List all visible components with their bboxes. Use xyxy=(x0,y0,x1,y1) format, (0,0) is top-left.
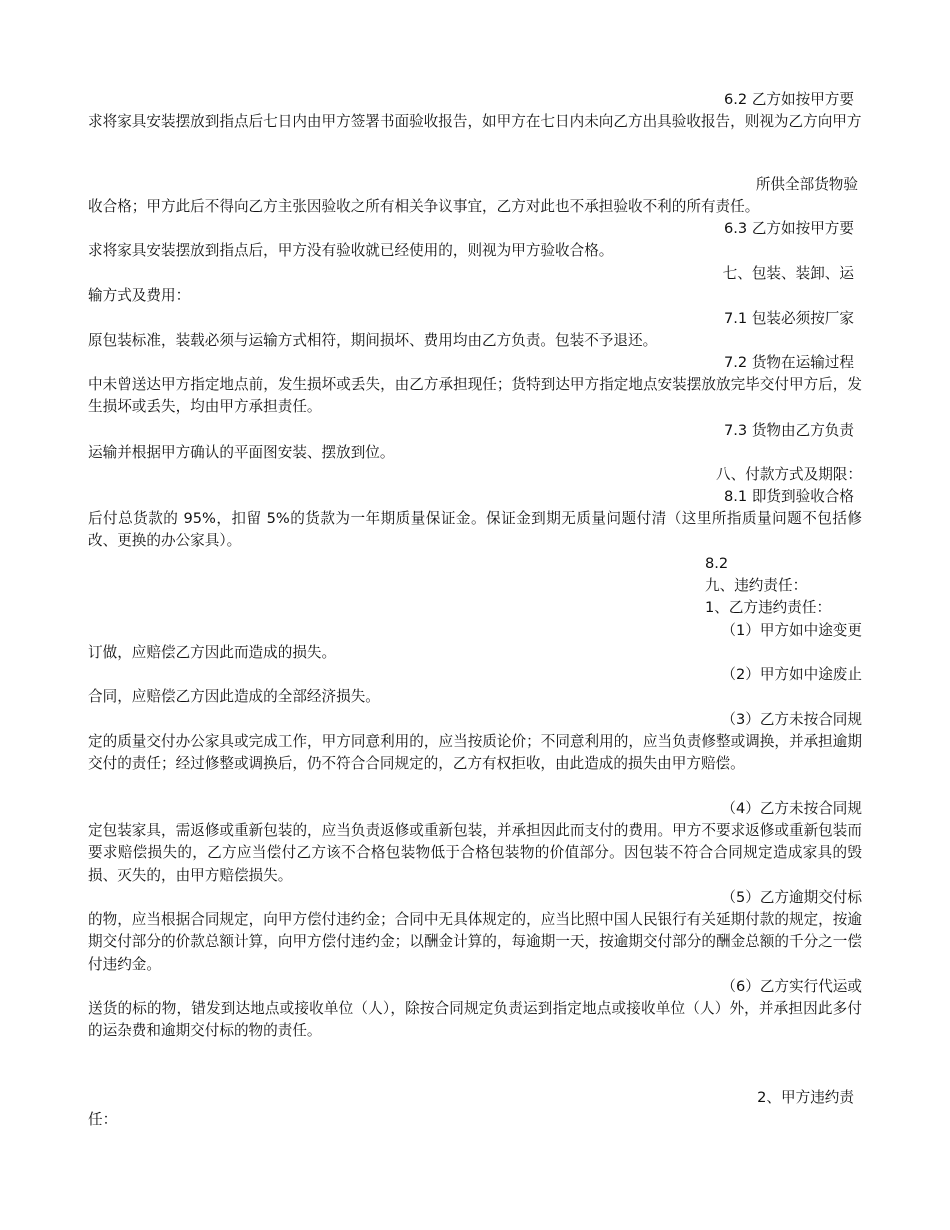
subsection-1-heading: 1、乙方违约责任： xyxy=(705,599,832,616)
paragraph-lead: 八、付款方式及期限： xyxy=(716,466,862,483)
section-7-heading xyxy=(88,263,862,307)
paragraph-body: 求将家具安装摆放到指点后，甲方没有验收就已经使用的，则视为甲方验收合格。 xyxy=(88,242,614,259)
clause-4 xyxy=(88,798,862,887)
clause-6 xyxy=(88,976,862,1043)
subsection-2-heading xyxy=(88,1087,862,1131)
paragraph-lead: 2、甲方违约责 xyxy=(757,1089,854,1106)
paragraph-body: 原包装标准，装载必须与运输方式相符，期间损坏、费用均由乙方负责。包装不予退还。 xyxy=(88,332,658,349)
paragraph-lead: 7.2 货物在运输过程 xyxy=(723,354,854,371)
paragraph-body: 求将家具安装摆放到指点后七日内由甲方签署书面验收报告，如甲方在七日内未向乙方出具验收报告，则视为乙方向甲方 xyxy=(88,113,862,130)
paragraph-lead: （2）甲方如中途废止 xyxy=(721,666,862,683)
paragraph-body: 运输并根据甲方确认的平面图安装、摆放到位。 xyxy=(88,444,395,461)
paragraph-body: 定的质量交付办公家具或完成工作，甲方同意利用的，应当按质论价；不同意利用的，应当负责修整或调换，并承担逾期交付的责任；经过修整或调换后，仍不符合合同规定的，乙方有权拒收，由此造成的损失由甲方赔偿。 xyxy=(88,733,862,773)
paragraph-8-1 xyxy=(88,486,862,553)
paragraph-lead: （3）乙方未按合同规 xyxy=(721,711,862,728)
paragraph-6-2 xyxy=(88,89,862,133)
paragraph-body: 的物，应当根据合同规定，向甲方偿付违约金；合同中无具体规定的，应当比照中国人民银行有关延期付款的规定，按逾期交付部分的价款总额计算，向甲方偿付违约金；以酬金计算的，每逾期一天，按逾期交付部分的酬金总额的千分之一偿付违约金。 xyxy=(88,911,862,973)
paragraph-body: 任： xyxy=(88,1111,118,1128)
paragraph-body: 输方式及费用： xyxy=(88,287,191,304)
clause-1 xyxy=(88,620,862,664)
paragraph-body: 后付总货款的 95%，扣留 5%的货款为一年期质量保证金。保证金到期无质量问题付清（这里所指质量问题不包括修改、更换的办公家具）。 xyxy=(88,510,862,550)
paragraph-lead: 8.1 即货到验收合格 xyxy=(723,488,854,505)
paragraph-8-2: 8.2 xyxy=(705,555,729,572)
paragraph-lead: 6.3 乙方如按甲方要 xyxy=(723,220,854,237)
paragraph-6-2-continued xyxy=(88,174,862,218)
paragraph-7-3 xyxy=(88,420,862,464)
paragraph-body: 定包装家具，需返修或重新包装的，应当负责返修或重新包装，并承担因此而支付的费用。甲方不要求返修或重新包装而要求赔偿损失的，乙方应当偿付乙方该不合格包装物低于合格包装物的价值部分。因包装不符合合同规定造成家具的毁损、灭失的，由甲方赔偿损失。 xyxy=(88,822,862,884)
paragraph-lead: （4）乙方未按合同规 xyxy=(721,800,862,817)
clause-5 xyxy=(88,887,862,976)
paragraph-7-1 xyxy=(88,308,862,352)
paragraph-body: 合同，应赔偿乙方因此造成的全部经济损失。 xyxy=(88,688,380,705)
section-9-heading: 九、违约责任： xyxy=(705,577,808,594)
paragraph-body: 中未曾送达甲方指定地点前，发生损坏或丢失，由乙方承担现任；货特到达甲方指定地点安装摆放放完毕交付甲方后，发生损坏或丢失，均由甲方承担责任。 xyxy=(88,376,862,416)
clause-3 xyxy=(88,709,862,776)
paragraph-lead: （1）甲方如中途变更 xyxy=(721,622,862,639)
paragraph-lead: （5）乙方逾期交付标 xyxy=(721,889,862,906)
paragraph-body: 送货的标的物，错发到达地点或接收单位（人），除按合同规定负责运到指定地点或接收单位（人）外，并承担因此多付的运杂费和逾期交付标的物的责任。 xyxy=(88,1000,862,1040)
clause-2 xyxy=(88,664,862,708)
paragraph-lead: 6.2 乙方如按甲方要 xyxy=(723,91,854,108)
paragraph-lead: 七、包装、装卸、运 xyxy=(722,265,854,282)
paragraph-body: 订做，应赔偿乙方因此而造成的损失。 xyxy=(88,644,337,661)
paragraph-lead: 7.3 货物由乙方负责 xyxy=(723,422,854,439)
paragraph-lead: 7.1 包装必须按厂家 xyxy=(723,310,854,327)
paragraph-body: 收合格；甲方此后不得向乙方主张因验收之所有相关争议事宜，乙方对此也不承担验收不利的所有责任。 xyxy=(88,198,760,215)
paragraph-7-2 xyxy=(88,352,862,419)
paragraph-lead: （6）乙方实行代运或 xyxy=(721,978,862,995)
paragraph-6-3 xyxy=(88,218,862,262)
paragraph-lead: 所供全部货物验 xyxy=(755,176,858,193)
section-8-heading xyxy=(88,464,862,486)
